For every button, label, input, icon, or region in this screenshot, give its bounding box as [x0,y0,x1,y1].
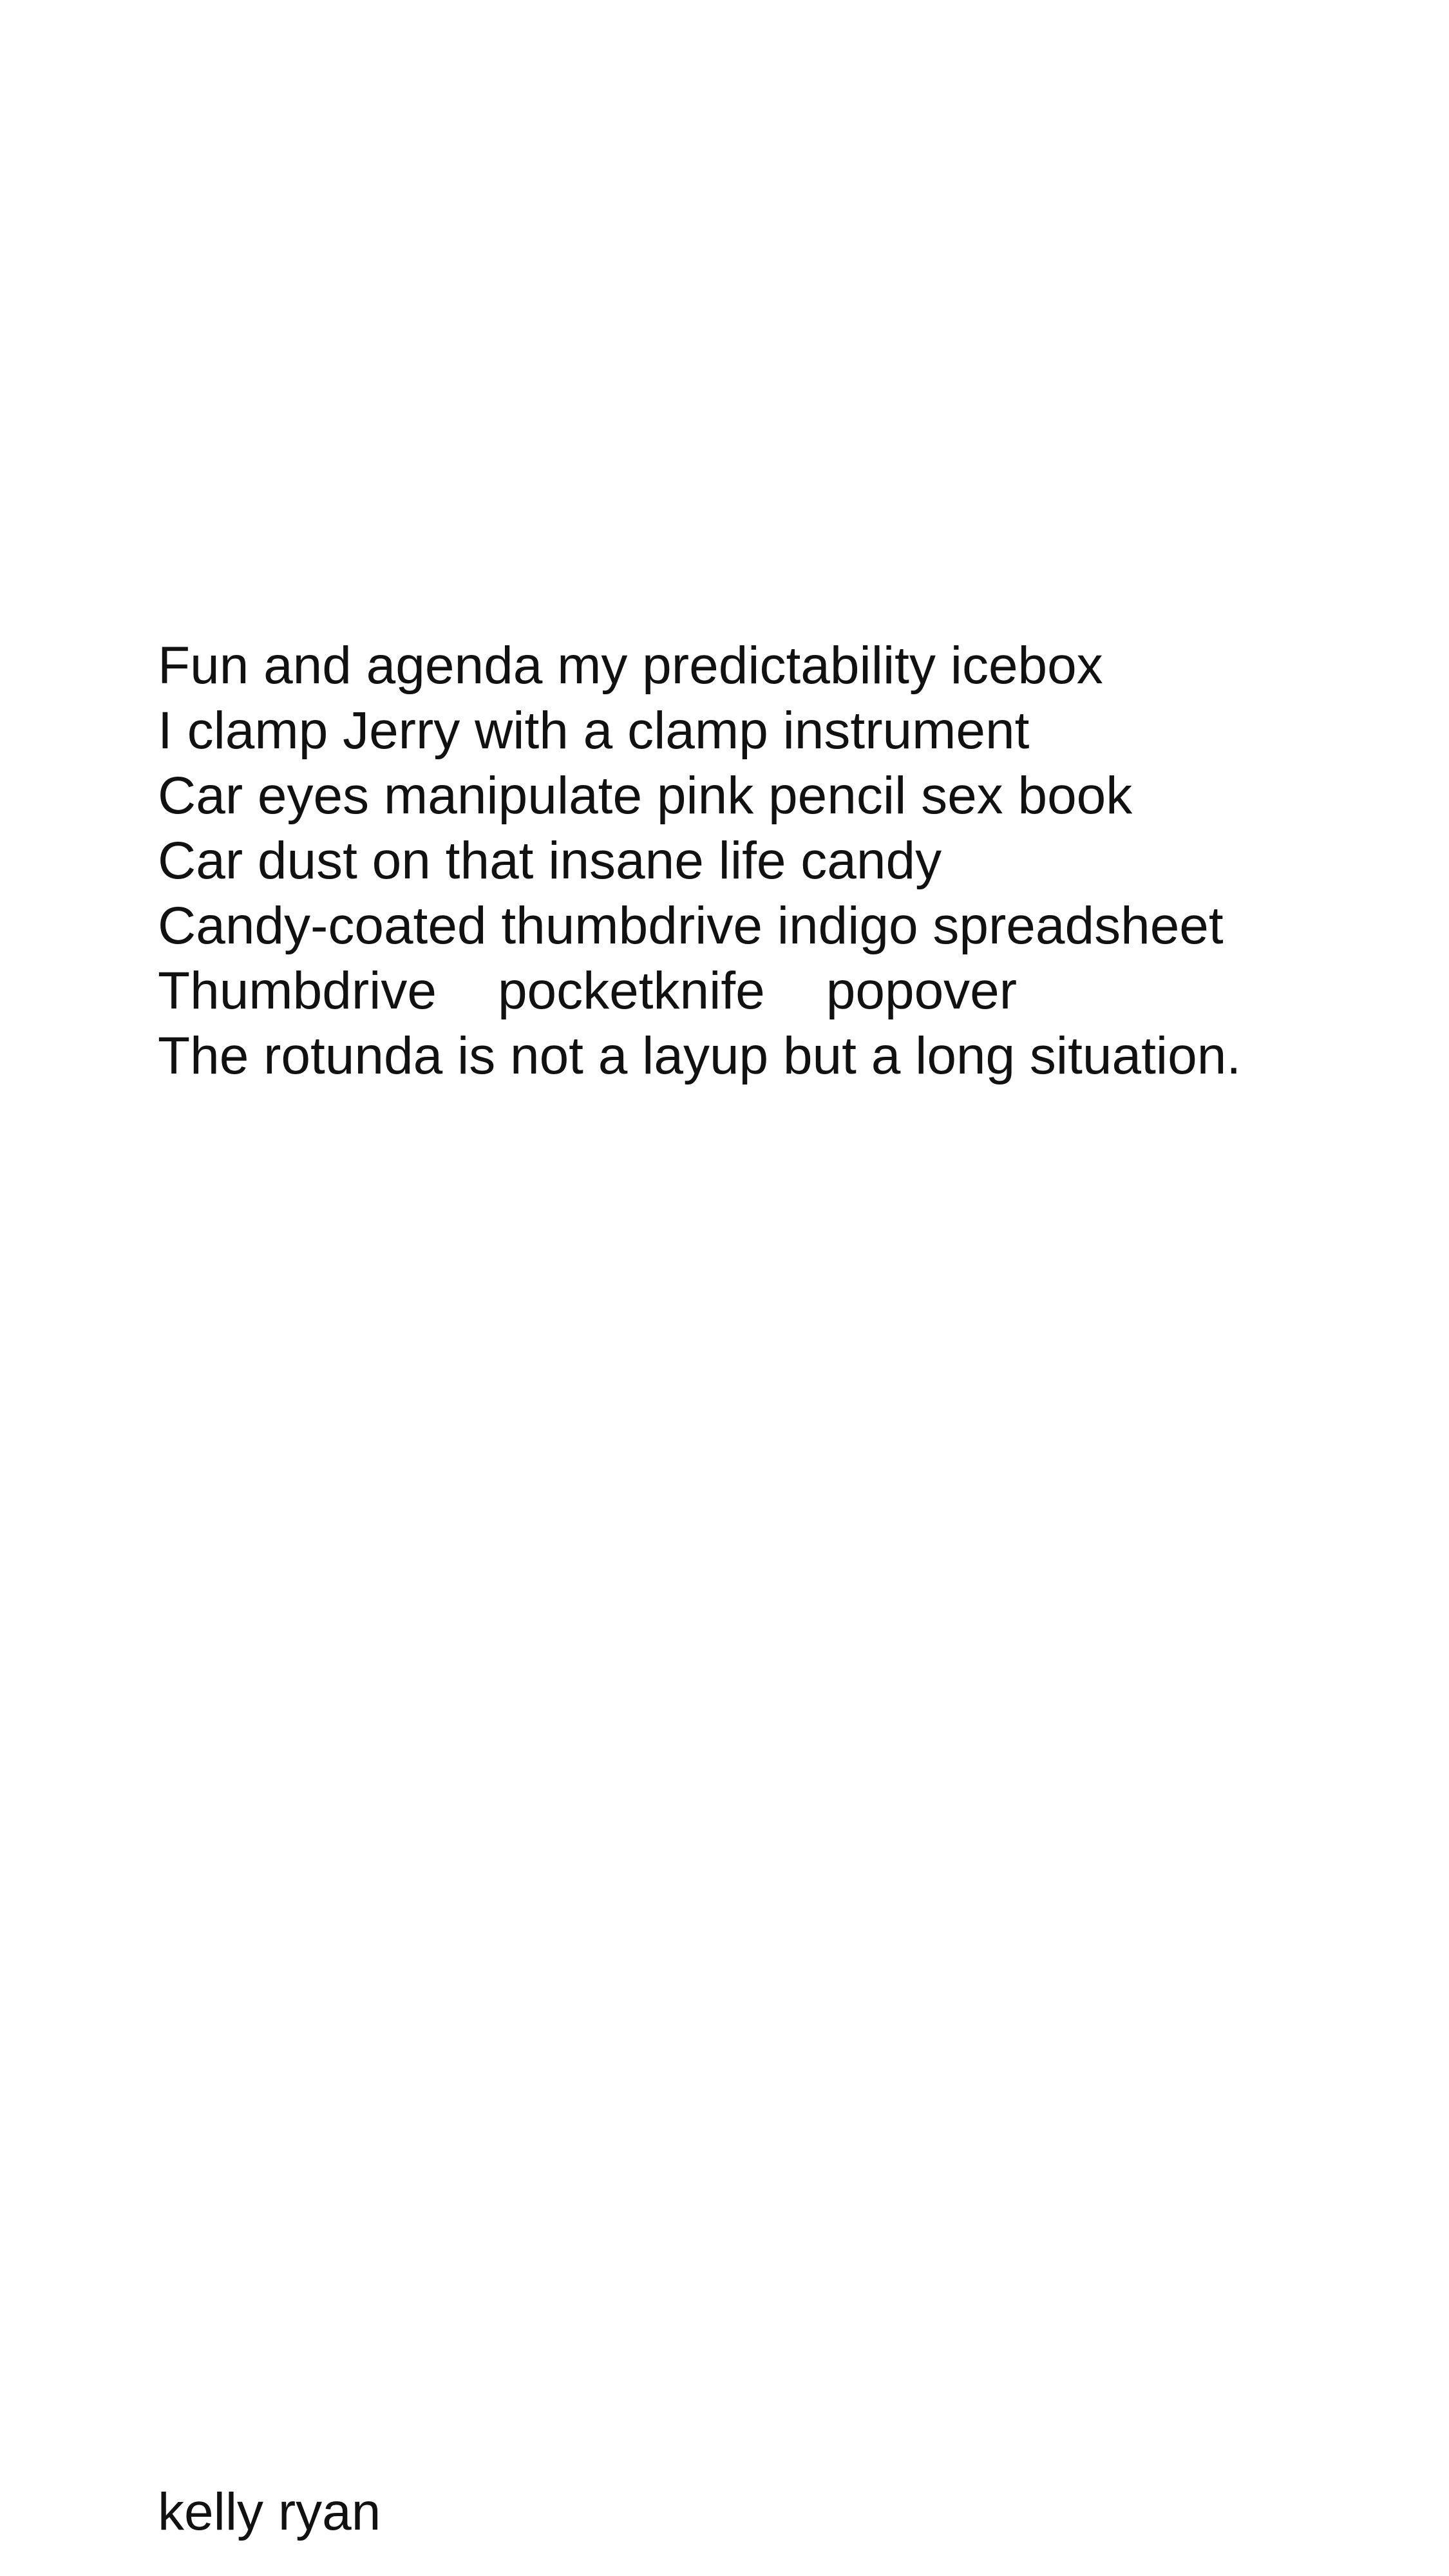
poem-line-6 [158,958,1381,1023]
poem-word-popover: popover [826,961,1018,1020]
poem-line-1: Fun and agenda my predictability icebox [158,636,1103,695]
poem-word-thumbdrive: Thumbdrive [158,961,437,1020]
poem-line-5: Candy-coated thumbdrive indigo spreadsheet [158,896,1224,955]
poem-line-7: The rotunda is not a layup but a long situation. [158,1027,1242,1085]
poem-line-2: I clamp Jerry with a clamp instrument [158,701,1030,760]
author-name: kelly ryan [158,2483,381,2541]
poem-word-pocketknife: pocketknife [497,961,765,1020]
poem-line-4: Car dust on that insane life candy [158,831,942,890]
poem [158,633,1381,1088]
poem-line-3: Car eyes manipulate pink pencil sex book [158,766,1133,825]
